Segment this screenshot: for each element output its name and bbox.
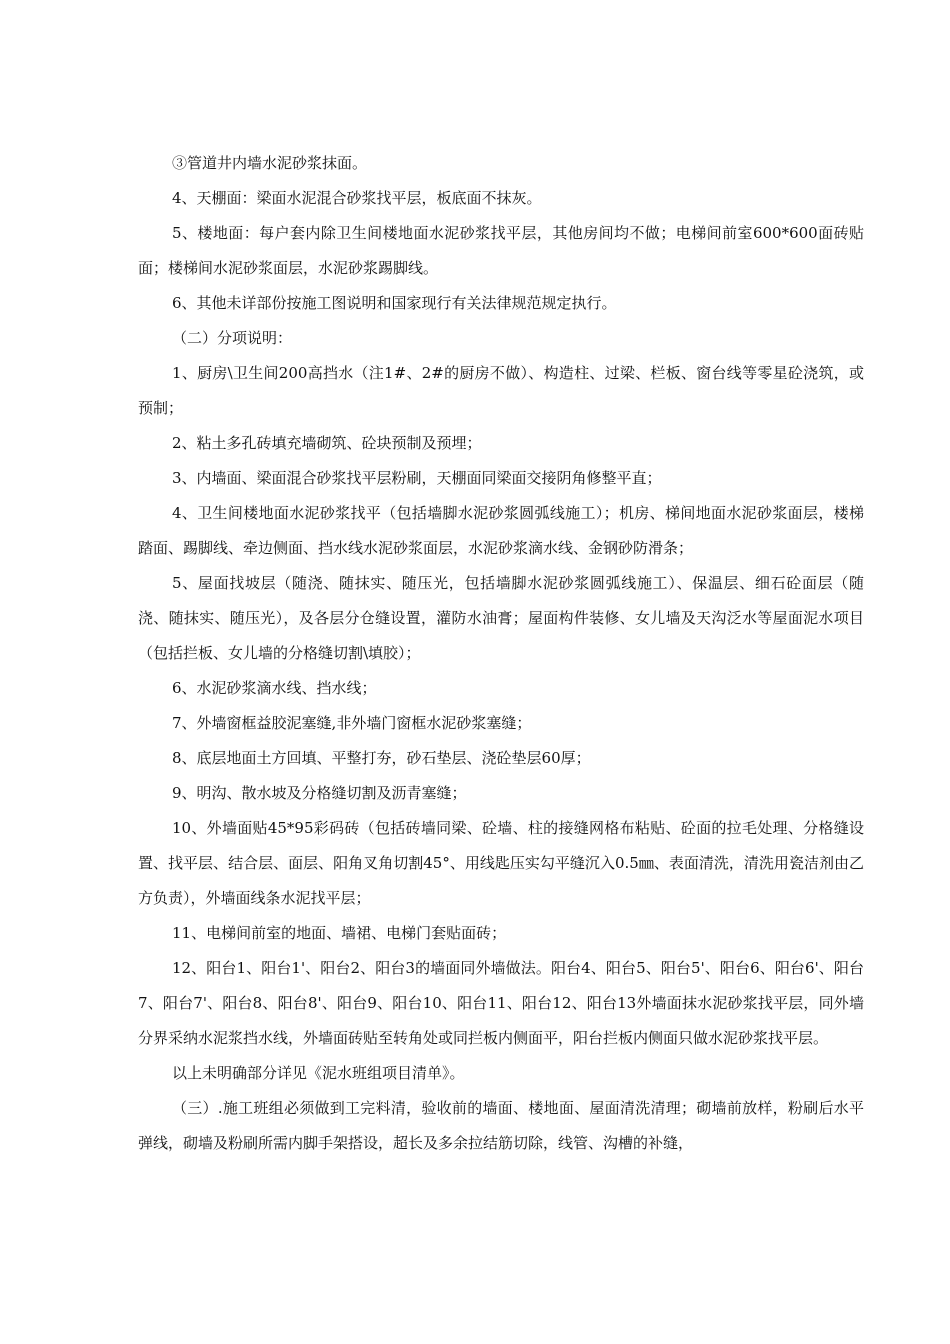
paragraph-floor: 5、楼地面：每户套内除卫生间楼地面水泥砂浆找平层，其他房间均不做；电梯间前室600*600面砖贴面；楼梯间水泥砂浆面层，水泥砂浆踢脚线。 [138, 224, 864, 277]
paragraph-section-three: （三）.施工班组必须做到工完料清，验收前的墙面、楼地面、屋面清洗清理；砌墙前放样，粉刷后水平弹线，砌墙及粉刷所需内脚手架搭设，超长及多余拉结筋切除，线管、沟槽的补缝， [138, 1099, 864, 1152]
paragraph-item-5: 5、屋面找坡层（随浇、随抹实、随压光，包括墙脚水泥砂浆圆弧线施工）、保温层、细石砼面层（随浇、随抹实、随压光），及各层分仓缝设置，灌防水油膏；屋面构件装修、女儿墙及天沟泛水等屋面泥水项目（包括拦板、女儿墙的分格缝切割\填胶）； [138, 574, 864, 662]
section-heading-item-description: （二）分项说明： [172, 329, 293, 347]
document-body [138, 146, 864, 1161]
paragraph-item-6: 6、水泥砂浆滴水线、挡水线； [172, 679, 377, 697]
paragraph-item-12: 12、阳台1、阳台1'、阳台2、阳台3的墙面同外墙做法。阳台4、阳台5、阳台5'、阳台6、阳台6'、阳台7、阳台7'、阳台8、阳台8'、阳台9、阳台10、阳台11、阳台12、阳台13外墙面抹水泥砂浆找平层，同外墙分界采纳水泥浆挡水线，外墙面砖贴至转角处或同拦板内侧面平，阳台拦板内侧面只做水泥砂浆找平层。 [138, 959, 864, 1047]
paragraph-item-1: 1、厨房\卫生间200高挡水（注1#、2#的厨房不做）、构造柱、过梁、栏板、窗台线等零星砼浇筑，或预制； [138, 364, 864, 417]
paragraph-item-3: 3、内墙面、梁面混合砂浆找平层粉刷，天棚面同梁面交接阴角修整平直； [172, 469, 662, 487]
paragraph-item-10: 10、外墙面贴45*95彩码砖（包括砖墙同梁、砼墙、柱的接缝网格布粘贴、砼面的拉毛处理、分格缝设置、找平层、结合层、面层、阳角叉角切割45°、用线匙压实勾平缝沉入0.5㎜、表面清洗，清洗用瓷洁剂由乙方负责），外墙面线条水泥找平层； [138, 819, 864, 907]
paragraph-item-7: 7、外墙窗框益胶泥塞缝,非外墙门窗框水泥砂浆塞缝； [172, 714, 532, 732]
paragraph-item-11: 11、电梯间前室的地面、墙裙、电梯门套贴面砖； [172, 924, 507, 942]
paragraph-item-8: 8、底层地面土方回填、平整打夯，砂石垫层、浇砼垫层60厚； [172, 749, 591, 767]
paragraph-item-4: 4、卫生间楼地面水泥砂浆找平（包括墙脚水泥砂浆圆弧线施工）；机房、梯间地面水泥砂浆面层，楼梯踏面、踢脚线、牵边侧面、挡水线水泥砂浆面层，水泥砂浆滴水线、金钢砂防滑条； [138, 504, 864, 557]
paragraph-other: 6、其他未详部份按施工图说明和国家现行有关法律规范规定执行。 [172, 294, 617, 312]
paragraph-see-list: 以上未明确部分详见《泥水班组项目清单》。 [172, 1064, 465, 1082]
paragraph-item-2: 2、粘土多孔砖填充墙砌筑、砼块预制及预埋； [172, 434, 482, 452]
paragraph-ceiling: 4、天棚面：梁面水泥混合砂浆找平层，板底面不抹灰。 [172, 189, 542, 207]
paragraph-item-9: 9、明沟、散水坡及分格缝切割及沥青塞缝； [172, 784, 467, 802]
paragraph-pipe-shaft: ③管道井内墙水泥砂浆抹面。 [172, 154, 368, 172]
